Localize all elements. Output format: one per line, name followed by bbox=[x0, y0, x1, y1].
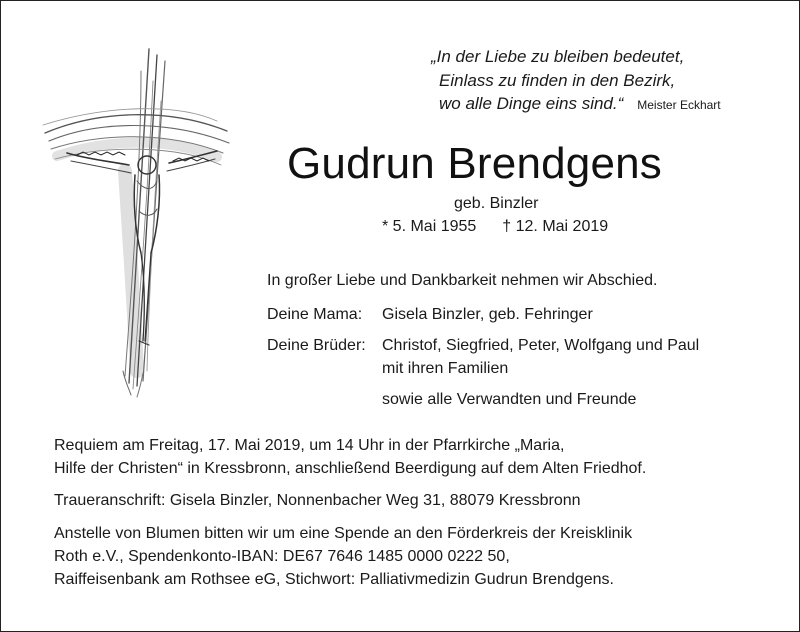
quote-line: Einlass zu finden in den Bezirk, bbox=[439, 70, 676, 90]
requiem-line: Requiem am Freitag, 17. Mai 2019, um 14 Uhr in der Pfarrkirche „Maria, bbox=[54, 437, 565, 454]
farewell-line: In großer Liebe und Dankbarkeit nehmen wir Abschied. bbox=[267, 272, 658, 289]
family-relatives: sowie alle Verwandten und Freunde bbox=[382, 391, 637, 408]
crucifix-sketch-icon bbox=[37, 41, 237, 401]
donation-line: Roth e.V., Spendenkonto-IBAN: DE67 7646 1485 0000 0222 50, bbox=[54, 548, 510, 565]
quote-line: wo alle Dinge eins sind.“ bbox=[439, 94, 624, 113]
family-label-brothers: Deine Brüder: bbox=[267, 337, 366, 354]
family-list bbox=[267, 303, 699, 411]
death-date: † 12. Mai 2019 bbox=[502, 218, 609, 235]
family-value-brothers: Christof, Siegfried, Peter, Wolfgang und Paul bbox=[382, 337, 700, 354]
birth-date: * 5. Mai 1955 bbox=[382, 218, 477, 235]
family-value-mama: Gisela Binzler, geb. Fehringer bbox=[382, 306, 593, 323]
deceased-name: Gudrun Brendgens bbox=[287, 139, 663, 188]
quote-author: Meister Eckhart bbox=[637, 98, 721, 112]
requiem-line: Hilfe der Christen“ in Kressbronn, anschließend Beerdigung auf dem Alten Friedhof. bbox=[54, 460, 647, 477]
donation-line: Anstelle von Blumen bitten wir um eine Spende an den Förderkreis der Kreisklinik bbox=[54, 525, 633, 542]
family-label-mama: Deine Mama: bbox=[267, 306, 363, 323]
mourning-address: Traueranschrift: Gisela Binzler, Nonnenbacher Weg 31, 88079 Kressbronn bbox=[54, 492, 581, 509]
quote bbox=[431, 45, 721, 118]
family-value-brothers-cont: mit ihren Familien bbox=[382, 360, 509, 377]
requiem-info bbox=[54, 434, 646, 480]
donation-info bbox=[54, 522, 632, 591]
quote-line: „In der Liebe zu bleiben bedeutet, bbox=[431, 47, 685, 66]
maiden-name: geb. Binzler bbox=[454, 195, 539, 212]
life-dates bbox=[382, 218, 608, 236]
donation-line: Raiffeisenbank am Rothsee eG, Stichwort: Palliativmedizin Gudrun Brendgens. bbox=[54, 571, 614, 588]
